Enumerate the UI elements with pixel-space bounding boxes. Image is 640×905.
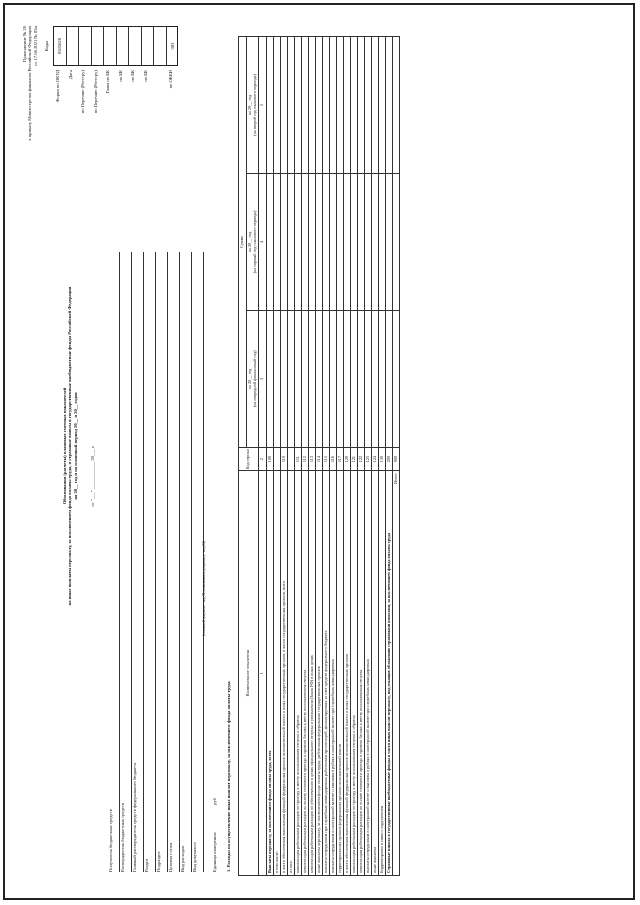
row-name: в части обеспечения выполнения функций федеральных органов исполнительной власти и иных государственных органов <box>344 471 351 876</box>
section-title: 1. Расходы на осуществление иных выплат персоналу, за исключением фонда оплаты труда <box>226 681 231 872</box>
code-4 <box>104 27 117 65</box>
row-y3-value[interactable] <box>274 37 281 174</box>
row-y1-value[interactable] <box>393 310 400 447</box>
code-labels <box>55 70 180 138</box>
row-y2-value[interactable] <box>358 173 365 310</box>
row-name: из них: <box>288 471 295 876</box>
y3-label: на 20__ год <box>246 94 252 116</box>
rotated-form <box>18 20 618 876</box>
row-y3-value[interactable] <box>372 37 379 174</box>
field-subsection: Подраздел <box>156 252 168 872</box>
title-line1: Обоснования (расчеты) плановых сметных показателей <box>62 387 67 505</box>
appendix-line1: Приложение № 20 <box>22 26 27 62</box>
row-name: выплаты сотрудникам в иностранной валюте и выплаты в рублях в иностранной валюте при служебных командировках <box>330 471 337 876</box>
code-8 <box>154 27 167 65</box>
row-code: 114 <box>316 447 323 471</box>
row-code <box>288 447 295 471</box>
row-name: в том числе: <box>274 471 281 876</box>
row-y2-value[interactable] <box>302 173 309 310</box>
row-y1-value[interactable] <box>358 310 365 447</box>
row-y3-value[interactable] <box>267 37 274 174</box>
field-doc-type: Вид документа <box>192 252 204 872</box>
row-y2-value[interactable] <box>288 173 295 310</box>
y2-label: на 20__ год <box>246 231 252 253</box>
row-y2-value[interactable] <box>330 173 337 310</box>
row-name: компенсация работникам расходов по проезду к месту использования отпуска и обратно <box>295 471 302 876</box>
row-code: 115 <box>323 447 330 471</box>
row-code: 130 <box>379 447 386 471</box>
table-row <box>344 37 351 876</box>
field-chief-distributor: Главный распорядитель средств федерального бюджета <box>132 252 144 872</box>
row-y1-value[interactable] <box>344 310 351 447</box>
code-label: по ОКЕИ <box>167 70 173 89</box>
row-y2-value[interactable] <box>316 173 323 310</box>
code-label: Глава по БК <box>105 70 110 94</box>
row-name: иные выплаты <box>372 471 379 876</box>
row-y3-value[interactable] <box>344 37 351 174</box>
row-code: 112 <box>302 447 309 471</box>
row-code: 900 <box>393 447 400 471</box>
row-y2-value[interactable] <box>365 173 372 310</box>
codes-header: Коды <box>44 40 49 52</box>
row-y2-value[interactable] <box>309 173 316 310</box>
row-y3-value[interactable] <box>351 37 358 174</box>
row-name: иные выплаты персоналу, за исключением фонда оплаты труда, работникам федеральных государственных органов <box>316 471 323 876</box>
table-row <box>393 37 400 876</box>
row-y1-value[interactable] <box>330 310 337 447</box>
row-code <box>274 447 281 471</box>
code-label: по Перечню (Реестру) <box>92 70 98 114</box>
col-name-header: Наименование показателя <box>239 471 259 876</box>
code-label: Форма по ОКУД <box>55 70 60 103</box>
unit-label: Единица измерения: <box>212 832 217 872</box>
title-line3: на 20__ год и на плановый период 20__ и 20__ годов <box>72 392 78 500</box>
row-y3-value[interactable] <box>365 37 372 174</box>
row-y3-value[interactable] <box>323 37 330 174</box>
row-y3-value[interactable] <box>337 37 344 174</box>
table-row <box>309 37 316 876</box>
code-date <box>67 27 80 65</box>
code-label: Дата <box>67 70 73 80</box>
row-y1-value[interactable] <box>372 310 379 447</box>
row-code: 113 <box>309 447 316 471</box>
table-row <box>386 37 393 876</box>
table-row <box>316 37 323 876</box>
row-name: компенсация работникам расходов по оплате стоимости проезда и провоза багажа к месту использования отпуска <box>358 471 365 876</box>
main-table <box>238 36 400 876</box>
table-body <box>267 37 400 876</box>
table-row <box>267 37 274 876</box>
row-y3-value[interactable] <box>281 37 288 174</box>
y1-label: на 20__ год <box>246 368 252 389</box>
row-code: 100 <box>267 447 274 471</box>
code-label <box>155 70 168 138</box>
code-label: по Перечню (Реестру) <box>80 70 85 114</box>
col-sum-header: Сумма <box>239 37 247 448</box>
table-row <box>358 37 365 876</box>
row-y1-value[interactable] <box>337 310 344 447</box>
row-name: компенсация работникам расходов на оплату стоимости проезда и провоза багажа к месту использования отпуска <box>302 471 309 876</box>
row-code: 110 <box>281 447 288 471</box>
row-name: в части обеспечения выполнения функций федеральных органов исполнительной власти и иных государственных органов, в части государственных органов, всего <box>281 471 288 876</box>
table-row <box>372 37 379 876</box>
row-y3-value[interactable] <box>358 37 365 174</box>
table-row <box>351 37 358 876</box>
code-label: по БК <box>142 70 148 82</box>
table-row <box>365 37 372 876</box>
table-row <box>274 37 281 876</box>
row-code: 200 <box>386 447 393 471</box>
unit-value: руб <box>212 798 217 805</box>
title-line2: на иные выплаты персоналу, за исключением фонда оплаты труда, и страховые взносы в государственные внебюджетные фонды Российской Федерации <box>67 286 73 606</box>
row-y2-value[interactable] <box>337 173 344 310</box>
table-row <box>337 37 344 876</box>
code-3 <box>92 27 105 65</box>
row-y2-value[interactable] <box>386 173 393 310</box>
row-y3-value[interactable] <box>379 37 386 174</box>
row-y2-value[interactable] <box>274 173 281 310</box>
table-row <box>281 37 288 876</box>
col-y1-header <box>246 310 259 447</box>
field-section: Раздел <box>144 252 156 872</box>
code-5 <box>117 27 130 65</box>
col-num: 5 <box>259 37 267 174</box>
row-y1-value[interactable] <box>267 310 274 447</box>
row-y1-value[interactable] <box>365 310 372 447</box>
row-name: территориальных органов федеральных органов исполнительной власти <box>337 471 344 876</box>
field-recipient: Получатель бюджетных средств <box>108 252 120 872</box>
y3-sub: (на второй год планового периода) <box>251 74 257 136</box>
row-code: 122 <box>358 447 365 471</box>
row-y2-value[interactable] <box>267 173 274 310</box>
row-y1-value[interactable] <box>288 310 295 447</box>
row-y1-value[interactable] <box>351 310 358 447</box>
row-code: 124 <box>372 447 379 471</box>
row-code: 123 <box>365 447 372 471</box>
row-code: 120 <box>344 447 351 471</box>
row-name: компенсация работникам расходов по обеспечению в целях официального отпуска и увольнения (Закон РФ) в иных целях <box>309 471 316 876</box>
row-y2-value[interactable] <box>323 173 330 310</box>
code-2 <box>79 27 92 65</box>
table-row <box>288 37 295 876</box>
row-y1-value[interactable] <box>302 310 309 447</box>
appendix-block <box>22 26 38 186</box>
code-label: по БК <box>130 70 135 82</box>
table-row <box>302 37 309 876</box>
row-y3-value[interactable] <box>316 37 323 174</box>
row-code: 116 <box>330 447 337 471</box>
form-title <box>62 96 78 796</box>
header-fields <box>108 252 204 872</box>
row-y3-value[interactable] <box>393 37 400 174</box>
row-y1-value[interactable] <box>386 310 393 447</box>
code-label: по БК <box>117 70 123 82</box>
row-y3-value[interactable] <box>302 37 309 174</box>
code-7 <box>142 27 155 65</box>
row-y2-value[interactable] <box>351 173 358 310</box>
unit-row <box>212 798 217 872</box>
row-name: Выплаты персоналу, за исключением фонда оплаты труда, всего <box>267 471 274 876</box>
row-y2-value[interactable] <box>372 173 379 310</box>
row-y1-value[interactable] <box>281 310 288 447</box>
row-y1-value[interactable] <box>323 310 330 447</box>
date-line: от "___" ____________ 20___ г. <box>90 445 95 507</box>
row-name: Корректировка в связи с округлением <box>379 471 386 876</box>
row-name: Страховые взносы в государственные внебюджетные фонды в части иных выплат персоналу, подлежащих обложению страховыми взносами, за исключением фонда оплаты труда <box>386 471 393 876</box>
row-y2-value[interactable] <box>281 173 288 310</box>
row-y2-value[interactable] <box>344 173 351 310</box>
row-name: выплаты сотрудникам при служебных командировках работникам организаций, финансируемых за счет средств федерального бюджета <box>323 471 330 876</box>
row-y3-value[interactable] <box>309 37 316 174</box>
col-num: 1 <box>259 471 267 876</box>
col-y2-header <box>246 173 259 310</box>
row-y1-value[interactable] <box>274 310 281 447</box>
row-code: 111 <box>295 447 302 471</box>
row-name: выплаты сотрудникам в иностранной валюте и выплаты в рублях в иностранной валюте при служебных командировках <box>365 471 372 876</box>
y2-sub: (на первый год планового периода) <box>251 210 257 274</box>
row-y3-value[interactable] <box>288 37 295 174</box>
col-num: 3 <box>259 310 267 447</box>
row-y3-value[interactable] <box>295 37 302 174</box>
row-y1-value[interactable] <box>316 310 323 447</box>
field-expense-type: Вид расходов <box>180 252 192 872</box>
col-num: 2 <box>259 447 267 471</box>
table-row <box>323 37 330 876</box>
code-6 <box>129 27 142 65</box>
row-y1-value[interactable] <box>295 310 302 447</box>
doc-type-hint: (основной документ - код 01; изменения к документу - код 02) <box>202 540 206 636</box>
row-name: Итого <box>393 471 400 876</box>
row-y3-value[interactable] <box>386 37 393 174</box>
row-y1-value[interactable] <box>379 310 386 447</box>
col-y3-header <box>246 37 259 174</box>
row-y2-value[interactable] <box>379 173 386 310</box>
col-code-header: Код строки <box>239 447 259 471</box>
table-row <box>330 37 337 876</box>
y1-sub: (на очередной финансовый год) <box>251 350 257 408</box>
appendix-line2: к приказу Министерства финансов Российской Федерации <box>27 26 33 141</box>
field-distributor: Распорядитель бюджетных средств <box>120 252 132 872</box>
row-y1-value[interactable] <box>309 310 316 447</box>
codes-box <box>53 26 178 66</box>
row-name: компенсация работникам расходов по проезду к месту использования отпуска и обратно <box>351 471 358 876</box>
table-row <box>295 37 302 876</box>
code-okei: 383 <box>169 42 175 50</box>
row-y2-value[interactable] <box>295 173 302 310</box>
field-target-article: Целевая статья <box>168 252 180 872</box>
row-y3-value[interactable] <box>330 37 337 174</box>
code-okud: 0505828 <box>54 27 67 65</box>
row-code: 121 <box>351 447 358 471</box>
col-num: 4 <box>259 173 267 310</box>
row-code: 117 <box>337 447 344 471</box>
row-y2-value[interactable] <box>393 173 400 310</box>
table-row <box>379 37 386 876</box>
appendix-line3: от 17.06.2021 № 83н <box>32 26 38 66</box>
